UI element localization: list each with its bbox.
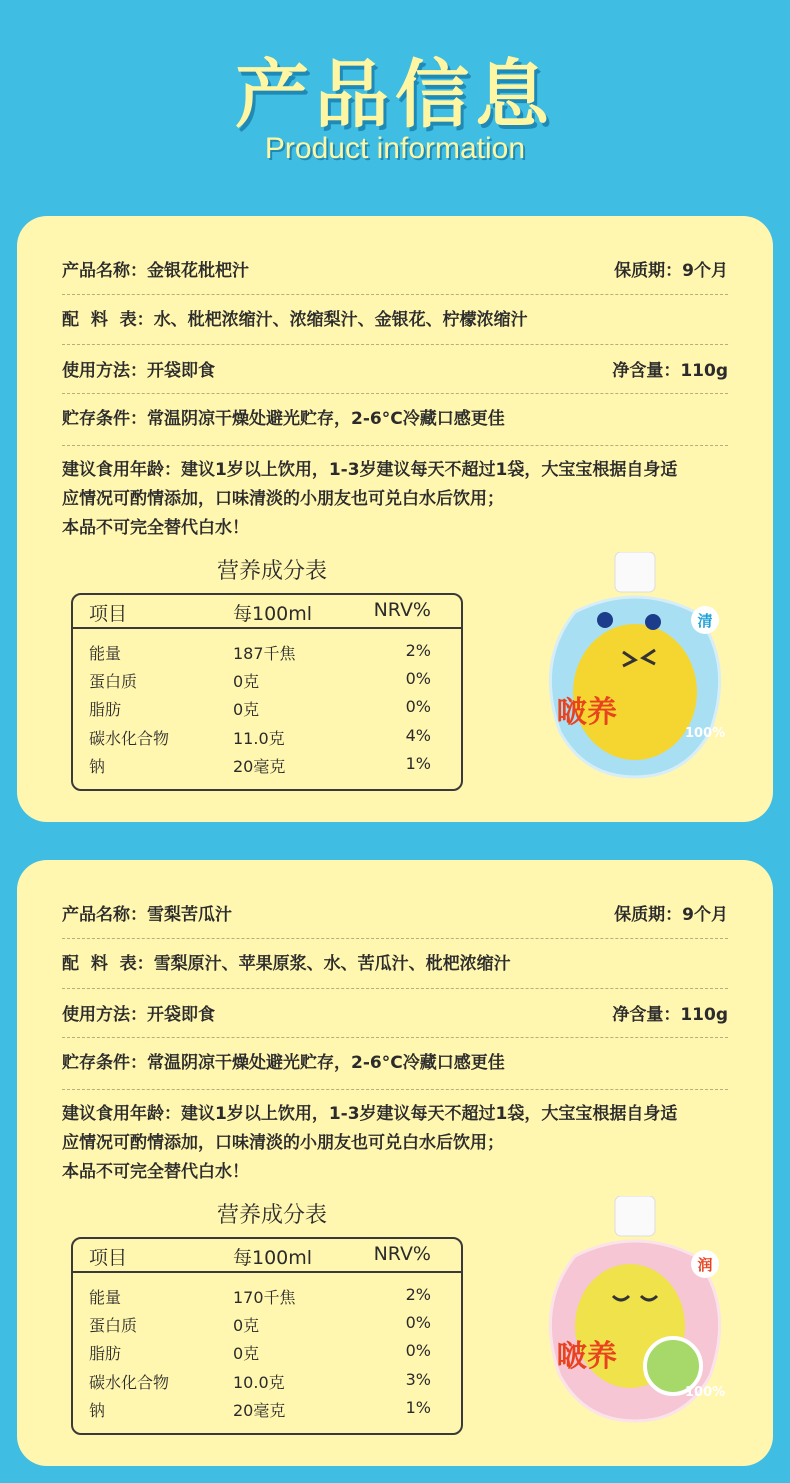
col-per100: 每100ml <box>233 603 313 625</box>
storage-row <box>62 1051 728 1075</box>
advice-text <box>62 1100 734 1187</box>
net-content-label: 净含量： <box>612 361 681 381</box>
cell: 钠 <box>89 757 106 776</box>
col-per100: 每100ml <box>233 1247 313 1269</box>
ingredients: 雪梨原汁、苹果原浆、水、苦瓜汁、枇杷浓缩汁 <box>153 954 511 974</box>
nutrition-header <box>73 595 461 629</box>
pouch-percent: 100% <box>685 1385 726 1400</box>
divider <box>62 1037 728 1038</box>
cell: 2% <box>405 641 431 660</box>
storage-label: 贮存条件： <box>62 1053 147 1073</box>
shelf-life: 9个月 <box>682 261 728 281</box>
col-item: 项目 <box>89 1247 128 1269</box>
storage-label: 贮存条件： <box>62 409 147 429</box>
page-header <box>0 0 790 210</box>
divider <box>62 393 728 394</box>
product-card-pear-bittermelon <box>17 860 773 1466</box>
nutrition-table <box>71 593 463 791</box>
net-content: 110g <box>680 361 728 381</box>
usage-label: 使用方法： <box>62 361 147 381</box>
ingredients-row <box>62 308 728 332</box>
storage: 常温阴凉干燥处避光贮存，2-6°C冷藏口感更佳 <box>147 1053 505 1073</box>
table-row <box>73 1285 461 1311</box>
cell: 20毫克 <box>233 1401 286 1420</box>
product-pouch-image <box>535 552 735 812</box>
advice-line: 建议食用年龄：建议1岁以上饮用，1-3岁建议每天不超过1袋，大宝宝根据自身适 <box>62 460 678 480</box>
col-nrv: NRV% <box>373 599 431 621</box>
cell: 4% <box>405 726 431 745</box>
divider <box>62 344 728 345</box>
cell: 11.0克 <box>233 729 285 748</box>
cell: 0克 <box>233 672 260 691</box>
usage-row <box>62 359 728 383</box>
table-row <box>73 1370 461 1396</box>
cell: 0% <box>405 669 431 688</box>
net-content-label: 净含量： <box>612 1005 681 1025</box>
product-name-row <box>62 903 728 927</box>
ingredients-label: 配 料 表： <box>62 310 154 330</box>
cell: 0克 <box>233 1344 260 1363</box>
page-subtitle: Product information <box>264 132 526 165</box>
cell: 蛋白质 <box>89 1316 138 1335</box>
advice-text <box>62 456 734 543</box>
product-pouch-image <box>535 1196 735 1456</box>
shelf-life: 9个月 <box>682 905 728 925</box>
col-item: 项目 <box>89 603 128 625</box>
table-row <box>73 726 461 752</box>
cell: 脂肪 <box>89 700 122 719</box>
pouch-badge: 清 <box>697 612 713 630</box>
cell: 0% <box>405 1313 431 1332</box>
cell: 0克 <box>233 1316 260 1335</box>
storage-row <box>62 407 728 431</box>
nutrition-table <box>71 1237 463 1435</box>
table-row <box>73 1313 461 1339</box>
cell: 碳水化合物 <box>89 1373 170 1392</box>
usage-label: 使用方法： <box>62 1005 147 1025</box>
product-name-label: 产品名称： <box>62 905 147 925</box>
table-row <box>73 1398 461 1424</box>
cell: 蛋白质 <box>89 672 138 691</box>
cell: 1% <box>405 1398 431 1417</box>
table-row <box>73 1341 461 1367</box>
spout-icon <box>615 1196 655 1236</box>
advice-line: 本品不可完全替代白水！ <box>62 1162 249 1182</box>
divider <box>62 988 728 989</box>
cell: 钠 <box>89 1401 106 1420</box>
net-content: 110g <box>680 1005 728 1025</box>
product-card-honeysuckle-loquat <box>17 216 773 822</box>
pouch-percent: 100% <box>685 726 726 741</box>
cell: 20毫克 <box>233 757 286 776</box>
product-name: 金银花枇杷汁 <box>147 261 249 281</box>
pouch-badge: 润 <box>697 1256 713 1274</box>
cell: 1% <box>405 754 431 773</box>
table-row <box>73 754 461 780</box>
pouch-brand: 啵养 <box>557 1339 617 1374</box>
product-name: 雪梨苦瓜汁 <box>147 905 232 925</box>
shelf-life-label: 保质期： <box>614 905 683 925</box>
eye-icon <box>645 614 661 630</box>
cell: 170千焦 <box>233 1288 296 1307</box>
nutrition-title: 营养成分表 <box>216 1203 327 1228</box>
divider <box>62 938 728 939</box>
cell: 能量 <box>89 644 122 663</box>
usage: 开袋即食 <box>147 1005 215 1025</box>
nutrition-title: 营养成分表 <box>216 559 327 584</box>
spout-icon <box>615 552 655 592</box>
col-nrv: NRV% <box>373 1243 431 1265</box>
cell: 0% <box>405 697 431 716</box>
product-name-label: 产品名称： <box>62 261 147 281</box>
cell: 能量 <box>89 1288 122 1307</box>
cell: 187千焦 <box>233 644 296 663</box>
advice-line: 应情况可酌情添加，口味清淡的小朋友也可兑白水后饮用； <box>62 1133 504 1153</box>
advice-line: 本品不可完全替代白水！ <box>62 518 249 538</box>
shelf-life-label: 保质期： <box>614 261 683 281</box>
usage: 开袋即食 <box>147 361 215 381</box>
product-name-row <box>62 259 728 283</box>
nutrition-header <box>73 1239 461 1273</box>
cell: 0% <box>405 1341 431 1360</box>
table-row <box>73 669 461 695</box>
table-row <box>73 697 461 723</box>
ingredients-label: 配 料 表： <box>62 954 154 974</box>
fruit-icon <box>573 624 697 760</box>
divider <box>62 445 728 446</box>
advice-line: 建议食用年龄：建议1岁以上饮用，1-3岁建议每天不超过1袋，大宝宝根据自身适 <box>62 1104 678 1124</box>
advice-line: 应情况可酌情添加，口味清淡的小朋友也可兑白水后饮用； <box>62 489 504 509</box>
table-row <box>73 641 461 667</box>
divider <box>62 294 728 295</box>
ingredients: 水、枇杷浓缩汁、浓缩梨汁、金银花、柠檬浓缩汁 <box>153 310 528 330</box>
usage-row <box>62 1003 728 1027</box>
page-title: 产品信息 <box>235 52 555 138</box>
eye-icon <box>597 612 613 628</box>
divider <box>62 1089 728 1090</box>
cell: 3% <box>405 1370 431 1389</box>
storage: 常温阴凉干燥处避光贮存，2-6°C冷藏口感更佳 <box>147 409 505 429</box>
cell: 0克 <box>233 700 260 719</box>
cell: 脂肪 <box>89 1344 122 1363</box>
cell: 10.0克 <box>233 1373 285 1392</box>
cell: 2% <box>405 1285 431 1304</box>
ingredients-row <box>62 952 728 976</box>
pouch-brand: 啵养 <box>557 695 617 730</box>
cell: 碳水化合物 <box>89 729 170 748</box>
